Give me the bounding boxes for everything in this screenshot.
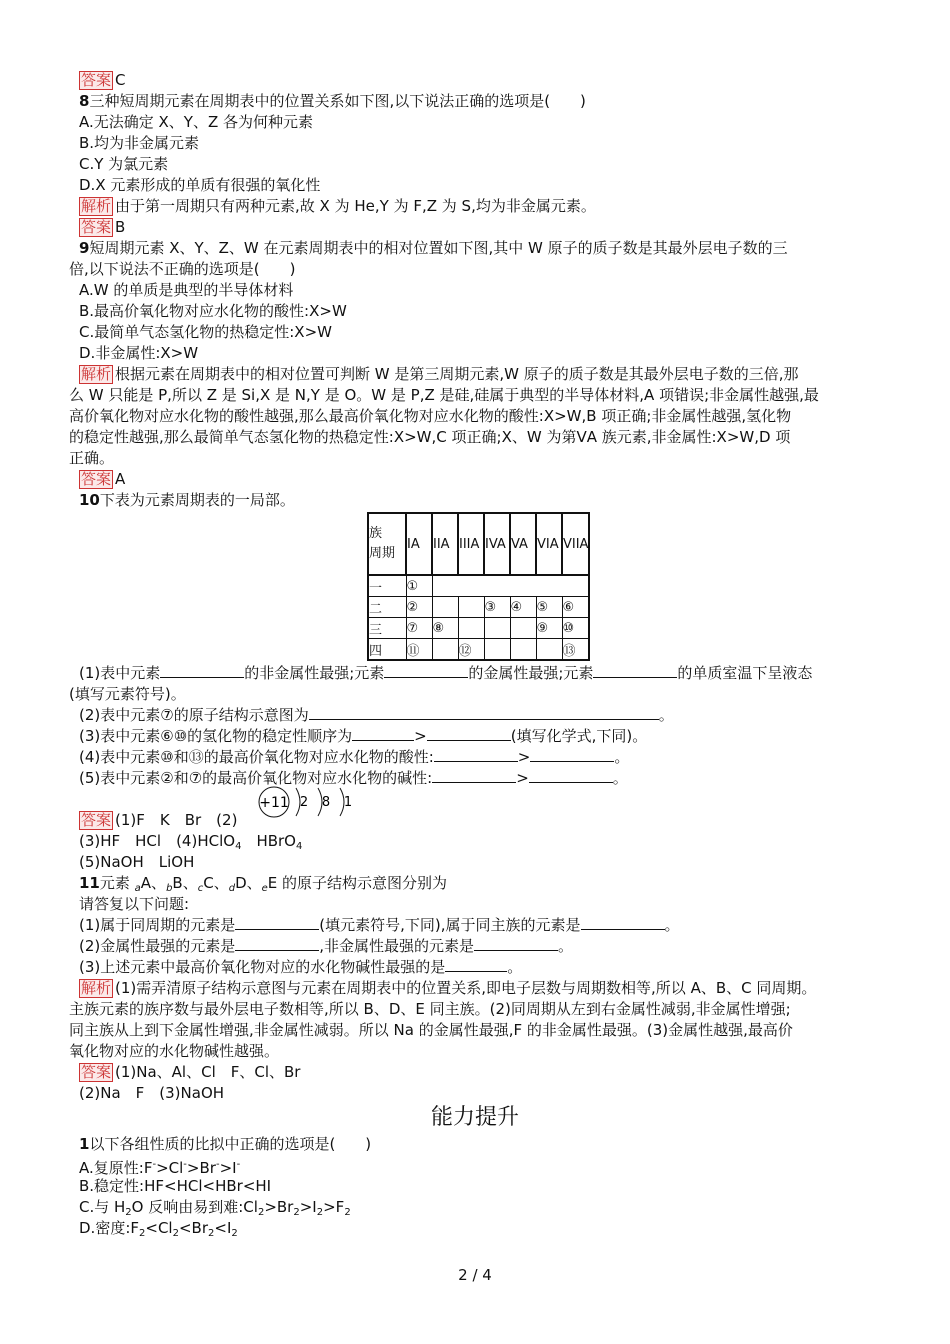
question-11-part2: (2)金属性最强的元素是 ,非金属性最强的元素是 。 bbox=[79, 937, 574, 955]
periodic-table-fragment bbox=[367, 512, 590, 661]
answer-tag: 答案 bbox=[81, 71, 112, 89]
answer-blank bbox=[160, 663, 244, 678]
answer-blank bbox=[529, 768, 613, 783]
explanation-11: 解析 (1)需弄清原子结构示意图与元素在周期表中的位置关系,即电子层数与周期数相等,所以 A、B、C 同周期。 bbox=[81, 979, 817, 997]
option-8d: D.X 元素形成的单质有很强的氧化性 bbox=[79, 176, 321, 194]
answer-line-7: 答案 C bbox=[81, 71, 126, 89]
answer-blank bbox=[235, 915, 319, 930]
explanation-11-line4: 氧化物对应的水化物碱性越强。 bbox=[69, 1042, 280, 1060]
table-cell bbox=[458, 597, 484, 618]
answer-line-9: 答案 A bbox=[81, 470, 126, 488]
page-number: 2 / 4 bbox=[458, 1266, 492, 1284]
explain-tag: 解析 bbox=[81, 365, 112, 383]
answer-line-10-part3: (3)HF HCl (4)HClO$_4$ HBrO$_4$ bbox=[79, 832, 303, 852]
group-header: IA bbox=[406, 513, 432, 575]
explanation-8: 解析 由于第一周期只有两种元素,故 X 为 He,Y 为 F,Z 为 S,均为非金属元素。 bbox=[81, 197, 596, 215]
table-row bbox=[368, 639, 589, 661]
explanation-9-line4: 的稳定性越强,那么最简单气态氢化物的热稳定性:X>W,C 项正确;X、W 为第ⅤA 族元素,非金属性:X>W,D 项 bbox=[69, 428, 791, 446]
table-cell bbox=[432, 597, 458, 618]
option-8c: C.Y 为氯元素 bbox=[79, 155, 169, 173]
explanation-9-line3: 高价氧化物对应水化物的酸性越强,那么最高价氧化物对应水化物的酸性:X>W,B 项正确;非金属性越强,氢化物 bbox=[69, 407, 792, 425]
explanation-9-line5: 正确。 bbox=[69, 449, 115, 467]
table-cell: ⑨ bbox=[536, 618, 562, 639]
answer-blank bbox=[235, 936, 319, 951]
table-cell bbox=[432, 639, 458, 661]
answer-blank bbox=[427, 726, 511, 741]
table-cell bbox=[458, 618, 484, 639]
table-cell: ③ bbox=[484, 597, 510, 618]
group-header: IVA bbox=[484, 513, 510, 575]
answer-line-11: 答案 (1)Na、Al、Cl F、Cl、Br bbox=[81, 1063, 301, 1081]
question-11: 11元素 $_a$A、$_b$B、$_c$C、$_d$D、$_e$E 的原子结构示意图分别为 bbox=[79, 874, 448, 894]
explain-tag: 解析 bbox=[81, 979, 112, 997]
table-cell: ① bbox=[406, 575, 432, 597]
answer-blank bbox=[445, 957, 507, 972]
answer-blank bbox=[309, 705, 659, 720]
answer-blank bbox=[434, 747, 518, 762]
table-cell: ⑤ bbox=[536, 597, 562, 618]
table-cell: ⑪ bbox=[406, 639, 432, 661]
period-label: 四 bbox=[368, 639, 406, 661]
question-10-part1: (1)表中元素 的非金属性最强;元素 的金属性最强;元素 的单质室温下呈液态 bbox=[79, 664, 813, 682]
table-row bbox=[368, 575, 589, 597]
question-1: 1以下各组性质的比拟中正确的选项是( ) bbox=[79, 1135, 372, 1153]
table-cell: ② bbox=[406, 597, 432, 618]
table-cell: ⑬ bbox=[562, 639, 589, 661]
answer-line-10-part5: (5)NaOH LiOH bbox=[79, 853, 195, 871]
shell-electrons: 2 bbox=[299, 795, 309, 810]
question-11-part1: (1)属于同周期的元素是 (填元素符号,下同),属于同主族的元素是 。 bbox=[79, 916, 680, 934]
answer-blank bbox=[352, 726, 414, 741]
group-header: IIIA bbox=[458, 513, 484, 575]
explanation-11-line2: 主族元素的族序数与最外层电子数相等,所以 B、D、E 同主族。(2)同周期从左到右金属性减弱,非金属性增强; bbox=[69, 1000, 791, 1018]
option-8b: B.均为非金属元素 bbox=[79, 134, 200, 152]
explanation-11-line3: 同主族从上到下金属性增强,非金属性减弱。所以 Na 的金属性最强,F 的非金属性最强。(3)金属性越强,最高价 bbox=[69, 1021, 793, 1039]
table-cell bbox=[510, 639, 536, 661]
question-10-part5: (5)表中元素②和⑦的最高价氧化物对应水化物的碱性: > 。 bbox=[79, 769, 628, 787]
explanation-9-line2: 么 W 只能是 P,所以 Z 是 Si,X 是 N,Y 是 O。W 是 P,Z 是硅,硅属于典型的半导体材料,A 项错误;非金属性越强,最 bbox=[69, 386, 819, 404]
answer-line-10: 答案 (1)F K Br (2) bbox=[81, 811, 238, 829]
shell-electrons: 8 bbox=[321, 795, 331, 810]
question-8: 8三种短周期元素在周期表中的位置关系如下图,以下说法正确的选项是( ) bbox=[79, 92, 586, 110]
question-9: 9短周期元素 X、Y、Z、W 在元素周期表中的相对位置如下图,其中 W 原子的质子数是其最外层电子数的三 bbox=[79, 239, 788, 257]
table-cell bbox=[536, 639, 562, 661]
option-1b: B.稳定性:HF<HCl<HBr<HI bbox=[79, 1177, 272, 1195]
option-9b: B.最高价氧化物对应水化物的酸性:X>W bbox=[79, 302, 347, 320]
answer-tag: 答案 bbox=[81, 1063, 112, 1081]
question-10-part2: (2)表中元素⑦的原子结构示意图为 。 bbox=[79, 706, 674, 724]
table-row bbox=[368, 618, 589, 639]
period-label: 一 bbox=[368, 575, 406, 597]
table-corner: 族 周期 bbox=[368, 513, 406, 575]
question-9-cont: 倍,以下说法不正确的选项是( ) bbox=[69, 260, 296, 278]
question-10: 10下表为元素周期表的一局部。 bbox=[79, 491, 295, 509]
answer-tag: 答案 bbox=[81, 218, 112, 236]
answer-blank bbox=[581, 915, 665, 930]
period-label: 三 bbox=[368, 618, 406, 639]
answer-line-11-part2: (2)Na F (3)NaOH bbox=[79, 1084, 225, 1102]
atom-structure-diagram bbox=[256, 783, 356, 823]
table-cell: ⑦ bbox=[406, 618, 432, 639]
question-11-ask: 请答复以下问题: bbox=[79, 895, 190, 913]
answer-blank bbox=[530, 747, 614, 762]
nucleus-charge: +11 bbox=[259, 795, 289, 811]
answer-blank bbox=[593, 663, 677, 678]
table-cell bbox=[510, 618, 536, 639]
table-header-row bbox=[368, 513, 589, 575]
question-10-part1-cont: (填写元素符号)。 bbox=[69, 685, 186, 703]
option-9d: D.非金属性:X>W bbox=[79, 344, 199, 362]
shell-electrons: 1 bbox=[343, 795, 353, 810]
group-header: VIA bbox=[536, 513, 562, 575]
option-9c: C.最简单气态氢化物的热稳定性:X>W bbox=[79, 323, 332, 341]
option-1d: D.密度$:F_2<Cl_2<Br_2<I_2$ bbox=[79, 1219, 238, 1239]
table-cell bbox=[484, 639, 510, 661]
table-cell-empty bbox=[432, 575, 589, 597]
explain-tag: 解析 bbox=[81, 197, 112, 215]
table-row bbox=[368, 597, 589, 618]
answer-blank bbox=[384, 663, 468, 678]
question-10-part3: (3)表中元素⑥⑩的氢化物的稳定性顺序为 > (填写化学式,下同)。 bbox=[79, 727, 648, 745]
question-10-part4: (4)表中元素⑩和⑬的最高价氧化物对应水化物的酸性: > 。 bbox=[79, 748, 630, 766]
option-1a: A.复原性:F->Cl->Br->I- bbox=[79, 1159, 241, 1177]
question-11-part3: (3)上述元素中最高价氧化物对应的水化物碱性最强的是 。 bbox=[79, 958, 523, 976]
answer-blank bbox=[432, 768, 516, 783]
group-header: IIA bbox=[432, 513, 458, 575]
table-cell: ⑥ bbox=[562, 597, 589, 618]
table-cell: ⑩ bbox=[562, 618, 589, 639]
answer-line-8: 答案 B bbox=[81, 218, 126, 236]
option-9a: A.W 的单质是典型的半导体材料 bbox=[79, 281, 294, 299]
answer-blank bbox=[474, 936, 558, 951]
section-title: 能力提升 bbox=[430, 1105, 519, 1130]
group-header: VA bbox=[510, 513, 536, 575]
period-label: 二 bbox=[368, 597, 406, 618]
table-cell: ⑫ bbox=[458, 639, 484, 661]
answer-tag: 答案 bbox=[81, 811, 112, 829]
table-cell: ④ bbox=[510, 597, 536, 618]
table-cell: ⑧ bbox=[432, 618, 458, 639]
answer-tag: 答案 bbox=[81, 470, 112, 488]
table-cell bbox=[484, 618, 510, 639]
group-header: VIIA bbox=[562, 513, 589, 575]
option-8a: A.无法确定 X、Y、Z 各为何种元素 bbox=[79, 113, 314, 131]
option-1c: C.与 $H_2O$ 反响由易到难$:Cl_2>Br_2>I_2>F_2$ bbox=[79, 1198, 351, 1218]
explanation-9: 解析 根据元素在周期表中的相对位置可判断 W 是第三周期元素,W 原子的质子数是其最外层电子数的三倍,那 bbox=[81, 365, 799, 383]
